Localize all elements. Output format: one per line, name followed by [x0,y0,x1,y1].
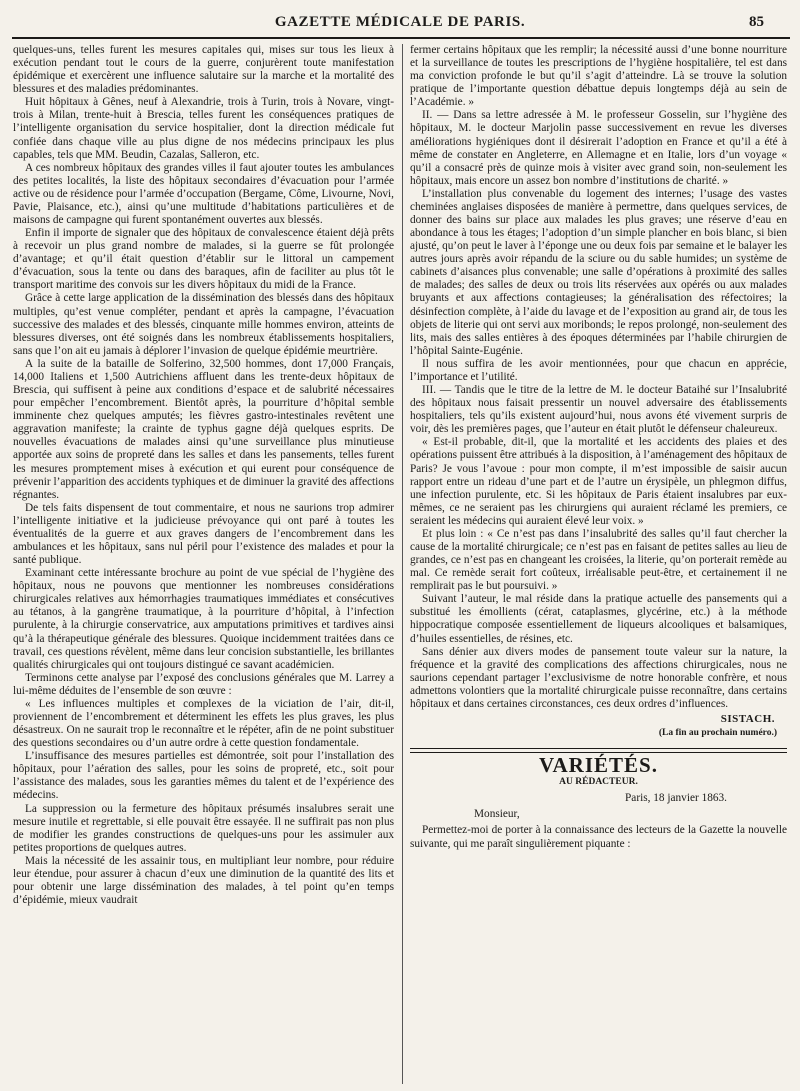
paragraph: II. — Dans sa lettre adressée à M. le professeur Gosselin, sur l’hygiène des hôpitaux, M. le docteur Marjolin passe successivement en revue les diverses améliorations hygiéniques dont il désirerait l’adoption en France et qu’il a été à même de constater en Angleterre, en Allemagne et en Italie, lors d’un voyage « qu’il a consacré près de quinze mois à visiter avec grand soin, non-seulement les hôpitaux, mais encore un assez bon nombre d’institutions de charité. » [410,109,787,187]
paragraph: A la suite de la bataille de Solferino, 32,500 hommes, dont 17,000 Français, 14,000 Italiens et 1,500 Autrichiens affluent dans les trente-deux hôpitaux de Brescia, qui suffisent à peine aux conditions d’espace et de salubrité nécessaires pour empêcher l’encombrement. Bientôt après, la pourriture d’hôpital semble imminente chez quelques amputés; les fièvres gastro-intestinales revêtent une aggravation manifeste; la crainte de typhus gagne déjà quelques esprits. De nouvelles évacuations de malades ainsi qu’une surveillance plus minutieuse apportée aux soins de propreté dans les salles et dans les pansements, telles furent les mesures promptement mises à exécution et qui eurent pour conséquence de prévenir l’apparition des accidents typhiques et de diminuer la gravité des affections régnantes. [13,357,394,501]
author-signature: SISTACH. [720,712,775,725]
page-header [0,0,800,40]
continuation-note: (La fin au prochain numéro.) [658,728,777,739]
section-rule [410,748,787,749]
paragraph: De tels faits dispensent de tout commentaire, et nous ne saurions trop admirer l’intelligente initiative et la judicieuse prévoyance qui ont paré à toutes les éventualités de la guerre et aux graves dangers de l’encombrement dans les ambulances et les hôpitaux, sans nul péril pour l’existence des malades et pour la santé publique. [13,501,394,567]
right-column [410,44,787,1084]
paragraph: Grâce à cette large application de la dissémination des blessés dans des hôpitaux multiples, qu’est venue compléter, pendant et après la campagne, l’évacuation successive des malades et des blessés, cinquante mille hommes environ, atteints de blessures diverses, ont été soignés dans les nombreux établissements hospitaliers, sans que l’on ait eu jamais à déplorer l’invasion de quelque épidémie meurtrière. [13,292,394,357]
paragraph: Permettez-moi de porter à la connaissance des lecteurs de la Gazette la nouvelle suivante, qui me paraît singulièrement piquante : [410,824,787,850]
varietes-subheading: AU RÉDACTEUR. [559,777,638,788]
paragraph: Terminons cette analyse par l’exposé des conclusions générales que M. Larrey a lui-même déduites de l’ensemble de son œuvre : [13,671,394,697]
page-number: 85 [749,14,764,30]
paragraph: Enfin il importe de signaler que des hôpitaux de convalescence étaient déjà prêts à recevoir un plus grand nombre de malades, si la guerre se fût prolongée d’avantage; et qu’il était question d’établir sur le littoral un campement d’évacuation, sous la tente ou dans des baraques, afin de faciliter au plus tôt le transport maritime des convois sur les divers hôpitaux du midi de la France. [13,227,394,292]
paragraph: Sans dénier aux divers modes de pansement toute valeur sur la nature, la fréquence et la gravité des complications des affections chirurgicales, nous ne saurions cependant partager l’exclusivisme de notre honorable confrère, et nous admettons volontiers que la mortalité chirurgicale puisse reconnaître, dans certains hôpitaux et dans certaines circonstances, ces deux ordres d’influences. [410,645,787,710]
paragraph: quelques-uns, telles furent les mesures capitales qui, mises sur tous les lieux à exécution pendant tout le cours de la guerre, conjurèrent toute manifestation épidémique et exercèrent une influence salutaire sur la marche et la mortalité des blessures et des maladies prédominantes. [13,44,394,96]
paragraph: III. — Tandis que le titre de la lettre de M. le docteur Bataihé sur l’Insalubrité des hôpitaux nous faisait pressentir un nouvel adversaire des établissements hospitaliers, tels qu’ils existent aujourd’hui, nous avons été vivement surpris de voir, dès les premières pages, que l’auteur en était plutôt le défenseur chaleureux. [410,384,787,436]
paragraph: fermer certains hôpitaux que les remplir; la nécessité aussi d’une bonne nourriture et la surveillance de toutes les prescriptions de l’hygiène hospitalière, tel est dans ma conviction profonde le but qu’il s’agit d’atteindre. Là se trouve la solution pratique de l’importante question débattue depuis longtemps déjà au sein de l’Académie. » [410,44,787,109]
paragraph: Suivant l’auteur, le mal réside dans la pratique actuelle des pansements qui a substitué les émollients (cérat, cataplasmes, glycérine, etc.) à la méthode hippocratique composée essentiellement de liqueurs alcooliques et balsamiques, d’huiles essentielles, de résines, etc. [410,593,787,645]
paragraph: Il nous suffira de les avoir mentionnées, pour que chacun en apprécie, l’importance et l’utilité. [410,357,787,383]
paragraph: Mais la nécessité de les assainir tous, en multipliant leur nombre, pour réduire leur étendue, pour assurer à chacun d’eux une diminution de la quantité des lits et pour obtenir une large dissémination des malades, à tel point qu’en temps d’épidémie, mieux vaudrait [13,854,394,907]
letter-dateline: Paris, 18 janvier 1863. [625,792,727,805]
journal-title: GAZETTE MÉDICALE DE PARIS. [274,14,526,30]
left-column [13,44,394,1084]
header-rule [12,37,790,39]
paragraph: « Les influences multiples et complexes de la viciation de l’air, dit-il, proviennent de l’encombrement et déterminent les effets les plus graves, les plus désastreux. On ne saurait trop le reconnaître et le répéter, afin de ne point substituer des questions secondaires ou d’un autre ordre à cette question fondamentale. [13,697,394,750]
paragraph: Et plus loin : « Ce n’est pas dans l’insalubrité des salles qu’il faut chercher la cause de la mortalité chirurgicale; ce n’est pas en faisant de petites salles au lieu de grandes, ce n’est pas en changeant les croisées, la literie, qu’on porterait remède au mal. Ce remède serait fort coûteux, irréalisable peut-être, et certainement il ne remplirait pas le but poursuivi. » [410,527,787,593]
column-divider [402,44,403,1084]
paragraph: « Est-il probable, dit-il, que la mortalité et les accidents des plaies et des opérations puissent être attribués à la disposition, à l’aménagement des hôpitaux de Paris? Je vous l’avoue : pour mon compte, il m’est impossible de saisir aucun rapport entre un rideau d’une part et de l’autre un érysipèle, un phlegmon diffus, une infection purulente, etc. Si les hôpitaux de Paris étaient insalubres par eux-mêmes, ce ne seraient pas les chirurgiens qui auraient réclamé les premiers, ce seraient les médecins qui auraient élevé leur voix. » [410,436,787,527]
paragraph: L’insuffisance des mesures partielles est démontrée, soit pour l’installation des hôpitaux, pour l’aération des salles, pour les soins de propreté, etc., soit pour l’assistance des malades, sous les garanties mêmes du talent et de l’expérience des médecins. [13,750,394,802]
varietes-heading: VARIÉTÉS. [539,753,658,778]
paragraph: Examinant cette intéressante brochure au point de vue spécial de l’hygiène des hôpitaux, nous ne pouvons que mentionner les nombreuses considérations chirurgicales relatives aux hémorrhagies traumatiques immédiates et consécutives au tétanos, à la gangrène traumatique, à la pourriture d’hôpital, à l’infection purulente, à la chirurgie conservatrice, aux amputations primitives et tardives ainsi qu’à la thérapeutique générale des blessures. Quoique incidemment traitées dans ce travail, ces questions révèlent, même dans leur concision substantielle, les brillantes qualités chirurgicales qui ont toujours distingué ce savant académicien. [13,567,394,671]
paragraph: L’installation plus convenable du logement des internes; l’usage des vastes cheminées anglaises disposées de manière à permettre, dans quelques services, de donner des bains sur place aux malades les plus graves; une réserve d’eau en abondance à tous les étages; l’adoption d’un simple plancher en bois blanc, si bien ajusté, qu’on peut le laver à l’éponge une ou deux fois par semaine et le balayer les autres jours après avoir répandu de la sciure ou du sable humides; un système de cabinets d’aisances plus convenable; une salle d’opérations à proximité des salles de malades; des salles de deux ou trois lits réservées aux opérés ou aux malades bruyants et aux affections contagieuses; la généralisation des réfectoires; la désinfection complète, à l’aide du lavage et de l’exposition au grand air, de tous les objets de literie qui ont servi aux moribonds; le repos prolongé, non-seulement des lits, mais des salles entières à des époques déterminées par l’habile chirurgien de l’hôpital Sainte-Eugénie. [410,187,787,357]
paragraph: A ces nombreux hôpitaux des grandes villes il faut ajouter toutes les ambulances des petites localités, la liste des hôpitaux secondaires d’évacuation pour l’armée active ou de résidence pour l’armée d’occupation (Bergame, Côme, Livourne, Novi, Pavie, Plaisance, etc.), ainsi qu’une multitude d’habitations particulières et de maisons de campagne qui furent spontanément ouvertes aux blessés. [13,161,394,227]
paragraph: La suppression ou la fermeture des hôpitaux présumés insalubres serait une mesure inutile et regrettable, si elle pouvait être essayée. Il ne suffirait pas non plus de modifier les grandes constructions de quelques-uns pour les assimuler aux petites proportions de quelques autres. [13,802,394,854]
letter-salutation: Monsieur, [474,808,520,821]
paragraph: Huit hôpitaux à Gênes, neuf à Alexandrie, trois à Turin, trois à Novare, vingt-trois à Milan, trente-huit à Brescia, telles furent les conséquences pratiques de l’intelligente organisation du service hospitalier, dont la direction médicale fut confiée dans chaque ville au plus digne de nos médecins principaux les plus capables, tels que MM. Beudin, Cazalas, Salleron, etc. [13,96,394,161]
